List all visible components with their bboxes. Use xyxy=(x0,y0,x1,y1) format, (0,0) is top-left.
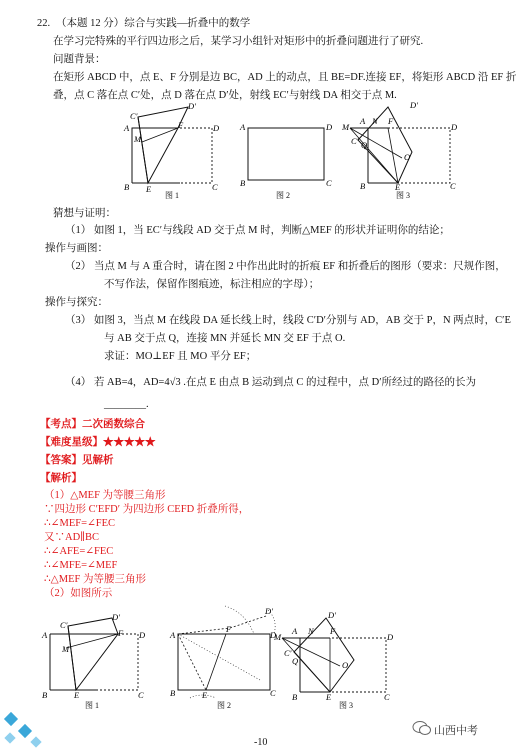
svg-text:E: E xyxy=(146,184,152,194)
draw-label: 操作与画图： xyxy=(45,243,108,254)
solution-figure-3-caption: 图 3 xyxy=(339,701,353,710)
svg-text:N: N xyxy=(308,626,314,636)
question-3-line-1: （3） 如图 3，当点 M 在线段 DA 延长线上时，线段 C′D′分别与 AD，AB 交于 P，N 两点时，C′E xyxy=(65,315,511,326)
question-3-line-3: 求证：MO⊥EF 且 MO 平分 EF； xyxy=(104,351,257,362)
svg-text:M: M xyxy=(134,134,142,144)
problem-intro: 在学习完特殊的平行四边形之后，某学习小组针对矩形中的折叠问题进行了研究. xyxy=(53,36,424,47)
svg-text:E: E xyxy=(395,182,401,192)
figure-1 xyxy=(120,101,220,204)
svg-text:E: E xyxy=(202,690,208,700)
svg-text:E: E xyxy=(74,690,80,700)
svg-text:D′: D′ xyxy=(112,612,120,622)
solution-figure-3 xyxy=(270,610,392,702)
question-4-blank: ________. xyxy=(104,399,149,410)
solution-figure-1-caption: 图 1 xyxy=(85,701,99,710)
solution-line: ∵四边形 C′EFD′ 为四边形 CEFD 折叠所得， xyxy=(44,504,250,515)
svg-text:B: B xyxy=(240,178,246,188)
svg-text:F: F xyxy=(388,116,394,126)
solution-line: （1）△MEF 为等腰三角形 xyxy=(44,490,166,501)
svg-text:A: A xyxy=(170,630,176,640)
svg-text:D: D xyxy=(270,630,277,640)
svg-text:A: A xyxy=(360,116,366,126)
svg-text:A: A xyxy=(124,123,130,133)
svg-text:D: D xyxy=(451,122,458,132)
svg-text:B: B xyxy=(124,182,130,192)
svg-text:M: M xyxy=(342,122,350,132)
svg-text:M: M xyxy=(62,644,70,654)
question-3-line-2: 与 AB 交于点 Q，连接 MN 并延长 MN 交 EF 于点 O. xyxy=(104,333,346,344)
corner-logo-icon xyxy=(0,704,46,749)
question-1: （1） 如图 1，当 EC′与线段 AD 交于点 M 时，判断△MEF 的形状并证明你的结论； xyxy=(65,225,450,236)
svg-text:C′: C′ xyxy=(284,648,292,658)
solution-figure-1 xyxy=(38,610,150,700)
wechat-icon xyxy=(412,720,432,736)
brand-name: 山西中考 xyxy=(434,724,478,737)
solution-line: （2）如图所示 xyxy=(44,588,113,599)
svg-text:D′: D′ xyxy=(328,610,336,620)
svg-text:F: F xyxy=(118,628,124,638)
svg-text:N: N xyxy=(372,116,378,126)
svg-text:D′: D′ xyxy=(410,100,418,110)
analysis-label: 【解析】 xyxy=(40,473,82,484)
guess-label: 猜想与证明： xyxy=(53,208,116,219)
solution-figure-2-caption: 图 2 xyxy=(217,701,231,710)
svg-text:C′: C′ xyxy=(351,136,359,146)
question-4-line-1: （4） 若 AB=4，AD=4√3 .在点 E 由点 B 运动到点 C 的过程中，点 D′所经过的路径的长为 xyxy=(65,377,477,388)
svg-text:B: B xyxy=(292,692,298,702)
solution-line: ∴∠AFE=∠FEC xyxy=(44,546,114,557)
background-line-1: 在矩形 ABCD 中，点 E、F 分别是边 BC，AD 上的动点，且 BE=DF.连接 EF，将矩形 ABCD 沿 EF 折 xyxy=(53,72,517,83)
svg-text:C′: C′ xyxy=(130,111,138,121)
solution-line: 又∵AD∥BC xyxy=(44,532,100,543)
svg-text:Q: Q xyxy=(361,140,368,150)
svg-text:D: D xyxy=(213,123,220,133)
solution-line: ∴∠MEF=∠FEC xyxy=(44,518,116,529)
figure-3 xyxy=(340,102,460,190)
background-label: 问题背景： xyxy=(53,54,106,65)
svg-text:A: A xyxy=(240,122,246,132)
explore-label: 操作与探究： xyxy=(45,297,108,308)
svg-text:O: O xyxy=(404,152,411,162)
svg-text:D′: D′ xyxy=(188,101,196,111)
svg-text:E: E xyxy=(326,692,332,702)
svg-text:M: M xyxy=(274,632,282,642)
problem-number: 22. xyxy=(37,18,51,29)
figure-2 xyxy=(240,120,333,190)
svg-text:Q: Q xyxy=(292,656,299,666)
svg-text:D′: D′ xyxy=(265,606,273,616)
svg-text:A: A xyxy=(292,626,298,636)
solution-line: ∴∠MFE=∠MEF xyxy=(44,560,118,571)
svg-text:D: D xyxy=(139,630,146,640)
svg-text:B: B xyxy=(42,690,48,700)
svg-text:F: F xyxy=(226,624,232,634)
svg-text:B: B xyxy=(170,688,176,698)
question-2-line-1: （2） 当点 M 与 A 重合时，请在图 2 中作出此时的折痕 EF 和折叠后的图形（要求：尺规作图， xyxy=(65,261,506,272)
svg-text:C: C xyxy=(384,692,390,702)
figure-2-caption: 图 2 xyxy=(276,191,290,200)
figure-1-caption: 图 1 xyxy=(165,191,179,200)
svg-text:C: C xyxy=(326,178,332,188)
svg-text:F: F xyxy=(178,120,184,130)
svg-text:B: B xyxy=(360,181,366,191)
figure-3-caption: 图 3 xyxy=(396,191,410,200)
svg-text:O: O xyxy=(342,660,349,670)
svg-text:C: C xyxy=(138,690,144,700)
background-line-2: 叠，点 C 落在点 C′处，点 D 落在点 D′处，射线 EC′与射线 DA 相交于点 M. xyxy=(53,90,397,101)
difficulty-label: 【难度星级】★★★★★ xyxy=(40,437,156,448)
page-number: -10 xyxy=(254,737,268,748)
svg-text:D: D xyxy=(387,632,394,642)
svg-text:F: F xyxy=(330,626,336,636)
question-2-line-2: 不写作法，保留作图痕迹，标注相应的字母）； xyxy=(104,279,320,290)
problem-heading: （本题 12 分）综合与实践—折叠中的数学 xyxy=(56,18,251,29)
svg-text:A: A xyxy=(42,630,48,640)
svg-text:C: C xyxy=(450,181,456,191)
svg-text:C: C xyxy=(212,182,218,192)
solution-figure-2 xyxy=(170,600,282,700)
svg-text:C′: C′ xyxy=(60,620,68,630)
svg-text:D: D xyxy=(326,122,333,132)
answer-label: 【答案】见解析 xyxy=(40,455,114,466)
kaodian-label: 【考点】二次函数综合 xyxy=(40,419,145,430)
solution-line: ∴△MEF 为等腰三角形 xyxy=(44,574,146,585)
svg-text:C: C xyxy=(270,688,276,698)
